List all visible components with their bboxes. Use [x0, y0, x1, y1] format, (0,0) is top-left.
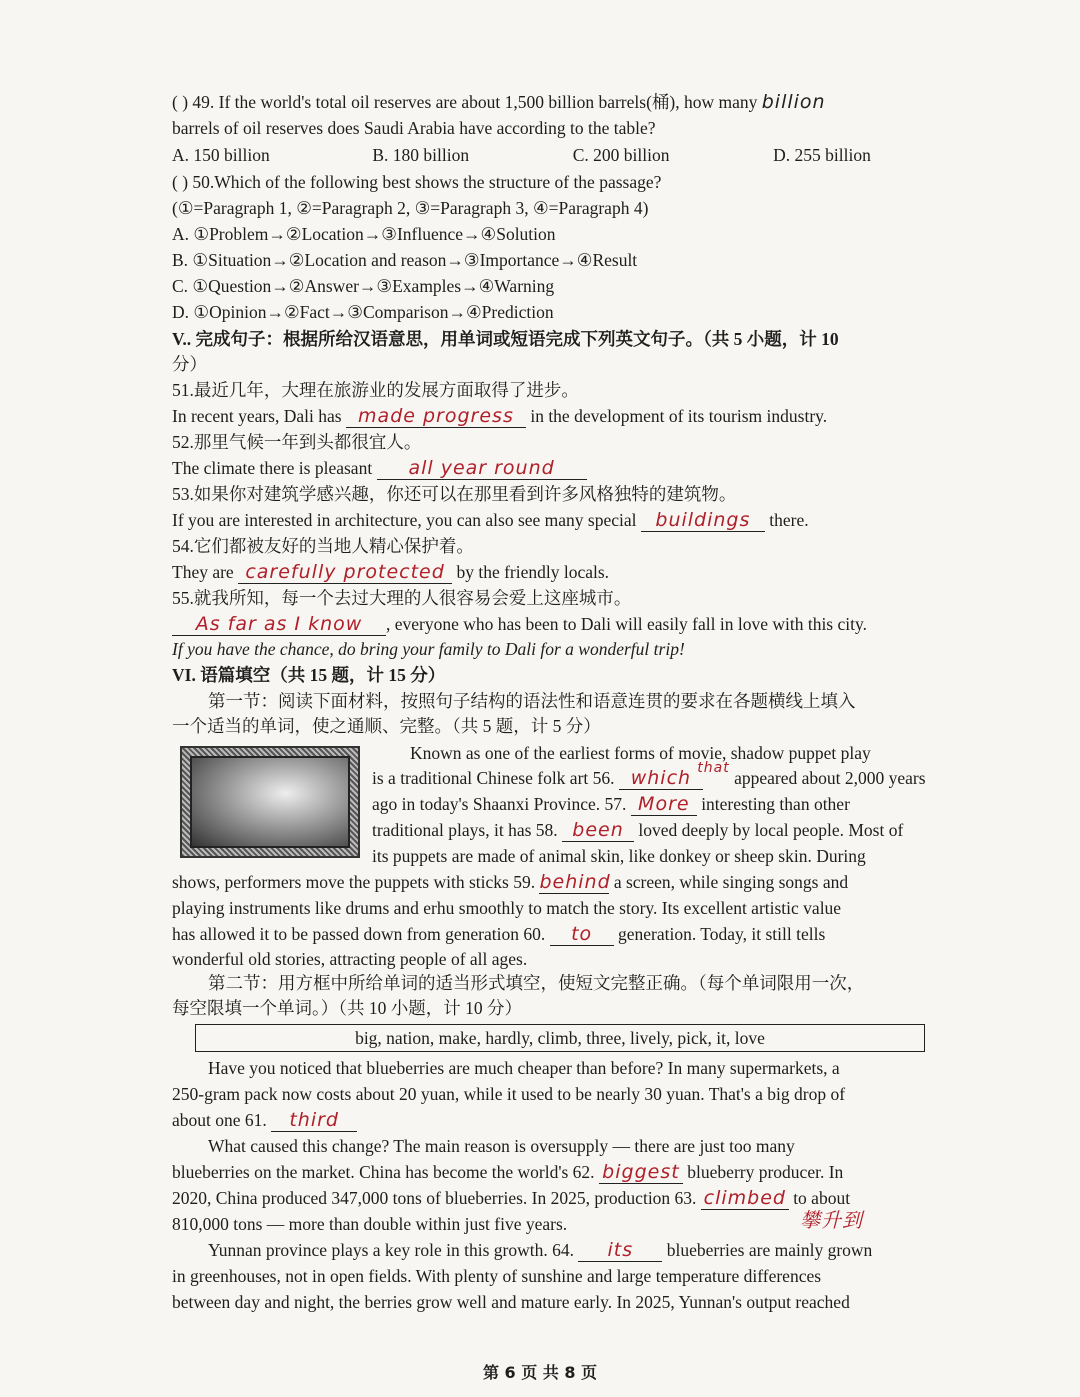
p1-line-3: ago in today's Shaanxi Province. 57. More interesting than other	[372, 793, 850, 815]
p2-line-7: 810,000 tons — more than double within just five years.	[172, 1214, 568, 1234]
section5-heading-cont: 分）	[172, 354, 207, 374]
p2-line-3: about one 61. third	[172, 1108, 940, 1132]
q54-chinese: 54.它们都被友好的当地人精心保护着。	[172, 536, 474, 556]
p1-line-8: has allowed it to be passed down from generation 60. to generation. Today, it still tells	[172, 923, 826, 945]
p2-line-2: 250-gram pack now costs about 20 yuan, while it used to be nearly 30 yuan. That's a big drop of	[172, 1084, 846, 1104]
q55-blank[interactable]: As far as I know	[172, 613, 386, 636]
q64-blank[interactable]: its	[578, 1239, 662, 1262]
q49-options: A. 150 billion B. 180 billion C. 200 billion D. 255 billion	[172, 145, 871, 165]
section5-heading: V.. 完成句子：根据所给汉语意思，用单词或短语完成下列英文句子。（共 5 小题，计 10	[172, 329, 839, 349]
q49-line1: ( ) 49. If the world's total oil reserves are about 1,500 billion barrels(桶), how many billion	[172, 91, 826, 113]
q52-chinese: 52.那里气候一年到头都很宜人。	[172, 432, 422, 452]
page-footer: 第 6 页 共 8 页	[482, 1363, 598, 1382]
q58-blank[interactable]: been	[562, 819, 634, 842]
q50-option-d: D. ①Opinion→②Fact→③Comparison→④Prediction	[172, 302, 554, 322]
p1-line-7: playing instruments like drums and erhu smoothly to match the story. Its excellent artistic value	[172, 898, 842, 918]
q56-blank[interactable]: which	[619, 767, 703, 790]
q50-option-b: B. ①Situation→②Location and reason→③Importance→④Result	[172, 250, 638, 270]
q50-option-a: A. ①Problem→②Location→③Influence→④Solution	[172, 224, 556, 244]
q63-blank[interactable]: climbed	[701, 1187, 789, 1210]
q57-blank[interactable]: More	[631, 793, 697, 816]
word-box: big, nation, make, hardly, climb, three, lively, pick, it, love	[195, 1024, 925, 1052]
p2-line-8: Yunnan province plays a key role in this growth. 64. its blueberries are mainly grown	[208, 1239, 873, 1261]
q60-blank[interactable]: to	[550, 923, 614, 946]
p1-line-1: Known as one of the earliest forms of movie, shadow puppet play	[410, 743, 871, 763]
part1-heading: 第一节：阅读下面材料，按照句子结构的语法性和语意连贯的要求在各题横线上填入	[208, 691, 856, 711]
p1-line-2: is a traditional Chinese folk art 56. which $^{that}$ appeared about 2,000 years	[372, 760, 926, 789]
q63-chinese-note: 攀升到	[800, 1208, 863, 1232]
q55-chinese: 55.就我所知，每一个去过大理的人很容易会爱上这座城市。	[172, 588, 632, 608]
q59-blank[interactable]: behind	[539, 871, 611, 893]
q53-chinese: 53.如果你对建筑学感兴趣，你还可以在那里看到许多风格独特的建筑物。	[172, 484, 737, 504]
q56-alt-answer: that	[697, 760, 730, 776]
part2-heading-cont: 每空限填一个单词。）（共 10 小题，计 10 分）	[172, 998, 522, 1018]
q51-english: In recent years, Dali has made progress in the development of its tourism industry.	[172, 405, 828, 427]
q61-blank[interactable]: third	[271, 1109, 357, 1132]
p2-line-1: Have you noticed that blueberries are much cheaper than before? In many supermarkets, a	[208, 1058, 840, 1078]
part1-heading-cont: 一个适当的单词，使之通顺、完整。（共 5 题，计 5 分）	[172, 716, 601, 736]
handwritten-billion: billion	[761, 91, 826, 113]
q50-stem: ( ) 50.Which of the following best shows the structure of the passage?	[172, 172, 662, 192]
q49-line2: barrels of oil reserves does Saudi Arabia have according to the table?	[172, 118, 656, 138]
q50-legend: (①=Paragraph 1, ②=Paragraph 2, ③=Paragraph 3, ④=Paragraph 4)	[172, 198, 649, 218]
part2-heading: 第二节：用方框中所给单词的适当形式填空，使短文完整正确。（每个单词限用一次，	[208, 973, 865, 993]
p1-line-5: its puppets are made of animal skin, like donkey or sheep skin. During	[372, 846, 866, 866]
section6-heading: VI. 语篇填空（共 15 题，计 15 分）	[172, 665, 446, 685]
q55-english: As far as I know , everyone who has been to Dali will easily fall in love with this city.	[172, 612, 940, 636]
q54-blank[interactable]: carefully protected	[238, 561, 452, 584]
p2-line-6: 2020, China produced 347,000 tons of blueberries. In 2025, production 63. climbed to about	[172, 1187, 851, 1209]
section5-closing: If you have the chance, do bring your family to Dali for a wonderful trip!	[172, 639, 685, 659]
p1-line-4: traditional plays, it has 58. been loved deeply by local people. Most of	[372, 819, 904, 841]
q52-blank[interactable]: all year round	[377, 457, 587, 480]
q52-english: The climate there is pleasant all year round	[172, 456, 940, 480]
q51-blank[interactable]: made progress	[346, 405, 526, 428]
p2-line-4: What caused this change? The main reason is oversupply — there are just too many	[208, 1136, 795, 1156]
p2-line-9: in greenhouses, not in open fields. With plenty of sunshine and large temperature differences	[172, 1266, 822, 1286]
shadow-puppet-photo	[180, 746, 360, 858]
p2-line-10: between day and night, the berries grow well and mature early. In 2025, Yunnan's output reached	[172, 1292, 850, 1312]
p2-line-5: blueberries on the market. China has become the world's 62. biggest blueberry producer. In	[172, 1161, 844, 1183]
q50-option-c: C. ①Question→②Answer→③Examples→④Warning	[172, 276, 555, 296]
p1-line-6: shows, performers move the puppets with sticks 59. behind a screen, while singing songs and	[172, 871, 849, 893]
q53-english: If you are interested in architecture, you can also see many special buildings there.	[172, 509, 809, 531]
q62-blank[interactable]: biggest	[599, 1161, 683, 1184]
p1-line-9: wonderful old stories, attracting people of all ages.	[172, 949, 528, 969]
q53-blank[interactable]: buildings	[641, 509, 765, 532]
q51-chinese: 51.最近几年，大理在旅游业的发展方面取得了进步。	[172, 380, 579, 400]
q54-english: They are carefully protected by the friendly locals.	[172, 561, 610, 583]
